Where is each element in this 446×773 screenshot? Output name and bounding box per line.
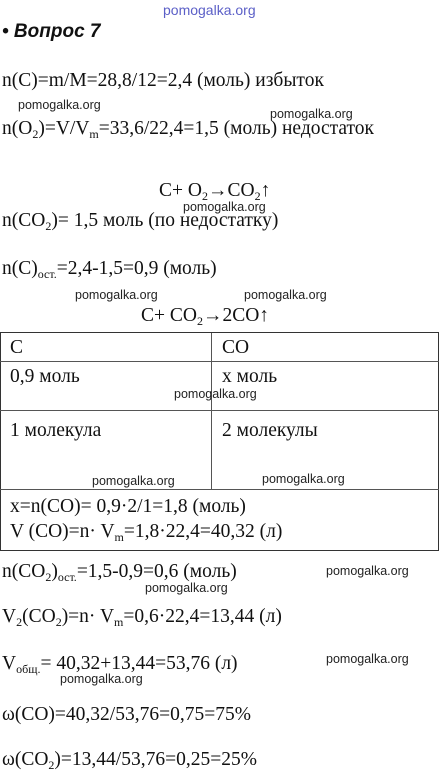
line-co2-remaining: $n(CO_2)_{ост.}=1,5-0,9=0,6$ (моль): [2, 561, 237, 584]
line-total-volume: $V_{общ.}= 40,32+13,44=53,76$ (л): [2, 653, 238, 676]
watermark: pomogalka.org: [145, 581, 228, 595]
table-calc-volume-co: V $(CO)=n\cdot V_m=1,8\cdot 22,4=40,32$ (л): [10, 521, 283, 544]
table-divider: [0, 489, 439, 490]
table-divider: [0, 410, 439, 411]
watermark: pomogalka.org: [60, 672, 143, 686]
watermark: pomogalka.org: [183, 200, 266, 214]
table-head-c: C: [10, 337, 24, 358]
watermark: pomogalka.org: [262, 472, 345, 486]
line-moles-co2: $n(CO_2)= 1,5$ моль (по недостатку): [2, 210, 279, 233]
watermark-top: pomogalka.org: [163, 2, 256, 18]
watermark: pomogalka.org: [92, 474, 175, 488]
table-cell-c-ratio: 1 молекула: [10, 420, 102, 441]
line-moles-oxygen: $n(O_2)=V/V_m=33,6/22,4=1,5$ (моль) недостаток: [2, 118, 375, 141]
line-moles-carbon: n(C)=m/M=28,8/12=2,4 (моль) избыток: [2, 70, 324, 91]
watermark: pomogalka.org: [174, 387, 257, 401]
table-cell-c-amount: 0,9 моль: [10, 366, 80, 387]
table-cell-co-amount: x моль: [222, 366, 278, 387]
line-fraction-co: ω(CO)=40,32/53,76=0,75=75%: [2, 704, 251, 725]
watermark: pomogalka.org: [326, 652, 409, 666]
table-divider: [0, 361, 439, 362]
table-calc-moles-co: x=n(CO)= 0,9·2/1=1,8 (моль): [10, 496, 246, 517]
watermark: pomogalka.org: [244, 288, 327, 302]
line-volume-co2: $V_2(CO_2)=n\cdot V_m=0,6\cdot 22,4=13,44$ (л): [2, 606, 282, 629]
watermark: pomogalka.org: [326, 564, 409, 578]
watermark: pomogalka.org: [75, 288, 158, 302]
line-carbon-remaining: $n(C)_{ост.}=2,4-1,5=0,9$ (моль): [2, 258, 217, 281]
line-fraction-co2: $\omega(CO_2)=13,44/53,76=0,25=25\%$: [2, 749, 257, 772]
watermark: pomogalka.org: [270, 107, 353, 121]
table-head-co: CO: [222, 337, 250, 358]
equation-combustion: $C+ O_2\to CO_2↑$: [159, 180, 271, 203]
table-divider: [211, 333, 212, 490]
table-cell-co-ratio: 2 молекулы: [222, 420, 318, 441]
watermark: pomogalka.org: [18, 98, 101, 112]
equation-reduction: $C+ CO_2\to 2CO↑$: [141, 305, 270, 328]
question-title: • Вопрос 7: [2, 21, 101, 42]
